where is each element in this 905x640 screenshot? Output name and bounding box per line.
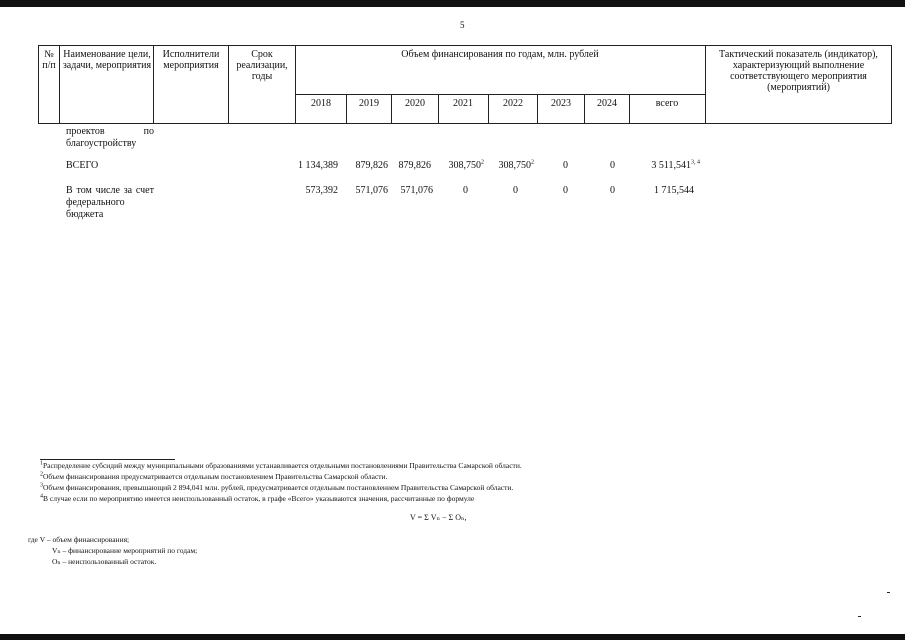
footnote-4: $^4$В случае если по мероприятию имеется неиспользованный остаток, в графе «Всего» указываются значения, рассчитанные по формуле [40,493,475,503]
scan-speck [887,592,890,593]
value-cell: 879,826 [355,160,388,171]
year-label-2020: 2020 [405,98,425,109]
value-cell: 0 [563,160,568,171]
footnote-separator [40,459,175,460]
value-cell-sup: 3 511,541$^{3, 4}$ [651,159,700,171]
year-label-2018: 2018 [311,98,331,109]
row-continuation-name: проектов по благоустройству [66,126,154,149]
value-cell: 879,826 [398,160,431,171]
header-funding-label: Объем финансирования по годам, млн. рублей [401,49,599,60]
year-label-2019: 2019 [359,98,379,109]
value-cell: 571,076 [400,185,433,196]
header-indicator-label: Тактический показатель (индикатор), характеризующий выполнение соответствующего мероприятия (мероприятий) [719,49,878,93]
year-label-total: всего [655,98,679,109]
footnote-1: $^1$Распределение субсидий между муниципальными образованиями устанавливается отдельными постановлениями Правительства Самарской области. [40,460,522,470]
formula: V = Σ Vₙ − Σ Oₙ, [410,513,467,522]
value-cell: 573,392 [305,185,338,196]
bottom-scan-border [0,634,905,640]
value-cell: 0 [513,185,518,196]
where-line-1: где V – объем финансирования; [28,535,130,544]
year-label-2021: 2021 [453,98,473,109]
year-label-2023: 2023 [551,98,571,109]
value-cell: 0 [563,185,568,196]
header-name-label: Наименование цели, задачи, мероприятия [62,49,152,71]
footnote-2: $^2$Объем финансирования предусматривается отдельным постановлением Правительства Самарской области. [40,471,388,481]
value-cell: 1 715,544 [654,185,694,196]
value-cell: 1 134,389 [298,160,338,171]
footnote-3: $^3$Объем финансирования, превышающий 2 894,041 млн. рублей, предусматривается отдельным постановлением Правительства Самарской области. [40,482,514,492]
page-number: 5 [460,20,465,30]
value-cell: 0 [610,160,615,171]
where-line-2: Vₙ – финансирование мероприятий по годам; [52,546,198,555]
row-federal-name: В том числе за счет федерального бюджета [66,185,154,220]
header-num-label: № п/п [42,49,56,71]
top-scan-border [0,0,905,7]
header-exec-label: Исполнители мероприятия [162,49,220,71]
value-cell-sup: 308,750$^2$ [498,159,534,171]
value-cell-sup: 308,750$^2$ [448,159,484,171]
year-label-2024: 2024 [597,98,617,109]
where-line-3: Oₙ – неиспользованный остаток. [52,557,157,566]
value-cell: 0 [463,185,468,196]
year-label-2022: 2022 [503,98,523,109]
row-total-name: ВСЕГО [66,160,99,171]
scan-speck [858,616,861,617]
value-cell: 571,076 [355,185,388,196]
header-term-label: Срок реализации, годы [236,49,288,82]
value-cell: 0 [610,185,615,196]
